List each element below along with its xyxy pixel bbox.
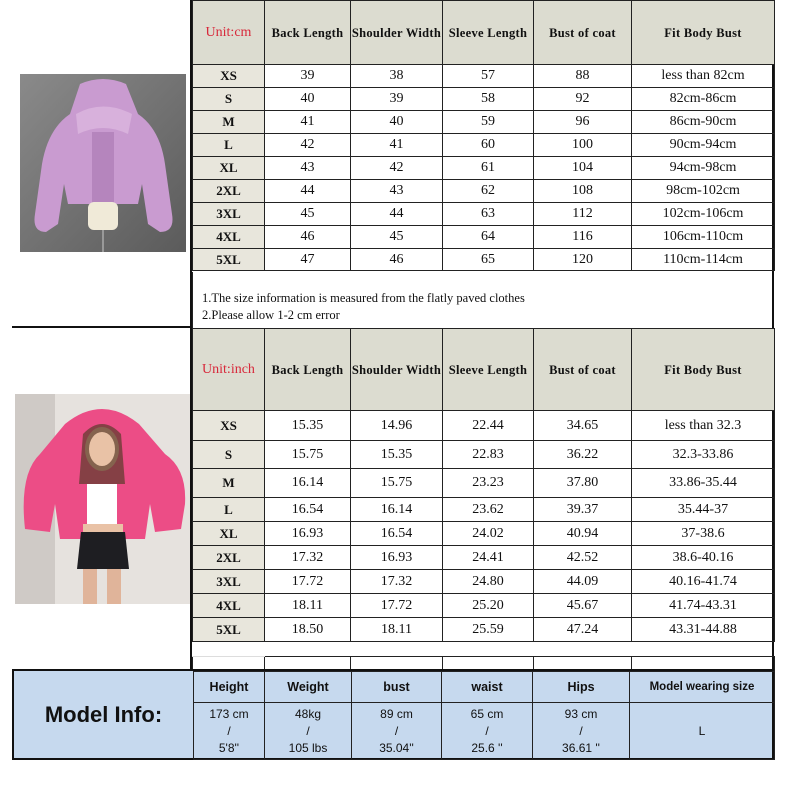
cell-back: 16.93 <box>265 522 351 546</box>
cell-shoulder: 38 <box>351 65 443 88</box>
cell-back: 40 <box>265 88 351 111</box>
cell-bust: 120 <box>534 249 632 271</box>
cell-fit: 33.86-35.44 <box>632 469 775 498</box>
cm-size-table <box>192 0 775 271</box>
model-header-height: Height <box>194 672 265 703</box>
cell-shoulder: 16.93 <box>351 546 443 570</box>
cell-shoulder: 14.96 <box>351 411 443 441</box>
table-row <box>193 134 775 157</box>
note-line-1: 1.The size information is measured from the flatly paved clothes <box>202 291 525 305</box>
cell-bust: 96 <box>534 111 632 134</box>
header-back-length: Back Length <box>265 1 351 65</box>
model-value-top: 48kg <box>294 706 322 721</box>
table-row <box>193 111 775 134</box>
cell-shoulder: 45 <box>351 226 443 249</box>
cell-size: 4XL <box>193 594 265 618</box>
header-bust-of-coat: Bust of coat <box>534 329 632 411</box>
cell-size: L <box>193 134 265 157</box>
cell-bust: 45.67 <box>534 594 632 618</box>
table-row <box>193 180 775 203</box>
cell-fit: 86cm-90cm <box>632 111 775 134</box>
cell-bust: 88 <box>534 65 632 88</box>
cell-size: 3XL <box>193 203 265 226</box>
model-value-bottom: 36.61 '' <box>562 740 600 755</box>
cell-back: 46 <box>265 226 351 249</box>
cell-bust: 36.22 <box>534 441 632 469</box>
cell-sleeve: 23.23 <box>443 469 534 498</box>
cell-back: 41 <box>265 111 351 134</box>
model-value-bottom: 105 lbs <box>288 740 328 755</box>
cell-size: XS <box>193 65 265 88</box>
table-row <box>193 594 775 618</box>
cell-size: XS <box>193 411 265 441</box>
model-value-sep: / <box>306 723 310 738</box>
model-value-bottom: 5'8'' <box>218 740 240 755</box>
model-header-hips: Hips <box>533 672 630 703</box>
product-image-panel-top <box>12 0 192 328</box>
cell-fit: 41.74-43.31 <box>632 594 775 618</box>
model-header-bust: bust <box>352 672 442 703</box>
note-line-2: 2.Please allow 1-2 cm error <box>202 308 340 322</box>
cell-size: 3XL <box>193 570 265 594</box>
cell-shoulder: 43 <box>351 180 443 203</box>
cell-bust: 42.52 <box>534 546 632 570</box>
cell-size: XL <box>193 157 265 180</box>
cell-sleeve: 25.20 <box>443 594 534 618</box>
cell-size: 2XL <box>193 546 265 570</box>
cell-sleeve: 22.44 <box>443 411 534 441</box>
cell-fit: 37-38.6 <box>632 522 775 546</box>
cell-fit: 94cm-98cm <box>632 157 775 180</box>
cell-sleeve: 62 <box>443 180 534 203</box>
cell-back: 18.50 <box>265 618 351 642</box>
cell-back: 15.75 <box>265 441 351 469</box>
table-row <box>193 469 775 498</box>
cell-back: 44 <box>265 180 351 203</box>
table-row <box>193 498 775 522</box>
cell-size: S <box>193 88 265 111</box>
cell-fit: 82cm-86cm <box>632 88 775 111</box>
table-row <box>193 65 775 88</box>
cell-shoulder: 16.14 <box>351 498 443 522</box>
cell-sleeve: 24.80 <box>443 570 534 594</box>
cell-sleeve: 24.41 <box>443 546 534 570</box>
header-fit-body-bust: Fit Body Bust <box>632 329 775 411</box>
cell-bust: 37.80 <box>534 469 632 498</box>
table-row <box>193 226 775 249</box>
table-row <box>193 88 775 111</box>
cell-back: 16.14 <box>265 469 351 498</box>
cell-back: 15.35 <box>265 411 351 441</box>
model-info-section <box>12 669 774 760</box>
model-header-waist: waist <box>442 672 533 703</box>
cell-back: 18.11 <box>265 594 351 618</box>
cell-shoulder: 40 <box>351 111 443 134</box>
model-info-title: Model Info: <box>14 671 194 758</box>
cell-bust: 108 <box>534 180 632 203</box>
cell-shoulder: 17.72 <box>351 594 443 618</box>
cell-bust: 39.37 <box>534 498 632 522</box>
cell-bust: 34.65 <box>534 411 632 441</box>
unit-label-inch: Unit:inch <box>193 329 265 411</box>
cell-shoulder: 46 <box>351 249 443 271</box>
cell-fit: 35.44-37 <box>632 498 775 522</box>
cell-shoulder: 16.54 <box>351 522 443 546</box>
cell-shoulder: 44 <box>351 203 443 226</box>
unit-label-cm: Unit:cm <box>193 1 265 65</box>
cell-size: 5XL <box>193 249 265 271</box>
cell-bust: 116 <box>534 226 632 249</box>
cell-size: 5XL <box>193 618 265 642</box>
cell-sleeve: 58 <box>443 88 534 111</box>
cell-size: S <box>193 441 265 469</box>
table-row <box>193 411 775 441</box>
model-value-sep: / <box>485 723 489 738</box>
model-value-sep: / <box>579 723 583 738</box>
cell-sleeve: 22.83 <box>443 441 534 469</box>
cell-size: L <box>193 498 265 522</box>
cell-bust: 47.24 <box>534 618 632 642</box>
cell-fit: 106cm-110cm <box>632 226 775 249</box>
model-value-top: 173 cm <box>209 706 249 721</box>
cell-bust: 112 <box>534 203 632 226</box>
cell-bust: 104 <box>534 157 632 180</box>
cell-sleeve: 64 <box>443 226 534 249</box>
cell-back: 17.72 <box>265 570 351 594</box>
model-value-cell <box>352 703 442 760</box>
cell-bust: 100 <box>534 134 632 157</box>
size-notes <box>192 272 774 328</box>
cell-shoulder: 42 <box>351 157 443 180</box>
purple-fur-jacket-photo <box>20 74 186 252</box>
table-row <box>193 522 775 546</box>
cell-sleeve: 61 <box>443 157 534 180</box>
cell-size: M <box>193 111 265 134</box>
inch-size-table <box>192 328 775 673</box>
cell-shoulder: 17.32 <box>351 570 443 594</box>
table-row <box>193 570 775 594</box>
cell-shoulder: 41 <box>351 134 443 157</box>
cell-back: 42 <box>265 134 351 157</box>
cell-fit: 32.3-33.86 <box>632 441 775 469</box>
header-sleeve-length: Sleeve Length <box>443 1 534 65</box>
cell-size: 2XL <box>193 180 265 203</box>
table-row <box>193 546 775 570</box>
table-row <box>193 618 775 642</box>
model-value-cell <box>630 703 775 760</box>
product-image-panel-bottom <box>12 328 192 670</box>
cell-sleeve: 60 <box>443 134 534 157</box>
cell-bust: 40.94 <box>534 522 632 546</box>
model-header-wearing-size: Model wearing size <box>630 672 775 703</box>
model-value-cell <box>265 703 352 760</box>
cell-sleeve: 23.62 <box>443 498 534 522</box>
model-value-top: 65 cm <box>470 706 504 721</box>
table-row <box>193 441 775 469</box>
cell-sleeve: 24.02 <box>443 522 534 546</box>
header-bust-of-coat: Bust of coat <box>534 1 632 65</box>
header-sleeve-length: Sleeve Length <box>443 329 534 411</box>
cell-sleeve: 65 <box>443 249 534 271</box>
model-value-sep: / <box>227 723 231 738</box>
table-row <box>193 157 775 180</box>
table-row <box>193 249 775 271</box>
cell-fit: 43.31-44.88 <box>632 618 775 642</box>
cell-sleeve: 59 <box>443 111 534 134</box>
model-value-bottom: 25.6 '' <box>471 740 503 755</box>
model-value-sep: / <box>394 723 399 738</box>
model-value-bottom: 35.04'' <box>379 740 414 755</box>
model-value-cell <box>194 703 265 760</box>
cell-back: 17.32 <box>265 546 351 570</box>
header-fit-body-bust: Fit Body Bust <box>632 1 775 65</box>
model-info-table <box>193 671 775 760</box>
model-header-weight: Weight <box>265 672 352 703</box>
table-row <box>193 203 775 226</box>
cell-fit: 90cm-94cm <box>632 134 775 157</box>
model-value-top: 93 cm <box>564 706 598 721</box>
cell-sleeve: 63 <box>443 203 534 226</box>
cell-fit: less than 32.3 <box>632 411 775 441</box>
cell-bust: 92 <box>534 88 632 111</box>
pink-fur-jacket-model-photo <box>15 394 190 604</box>
cell-shoulder: 18.11 <box>351 618 443 642</box>
cell-fit: 102cm-106cm <box>632 203 775 226</box>
cell-fit: 40.16-41.74 <box>632 570 775 594</box>
cell-back: 47 <box>265 249 351 271</box>
cell-shoulder: 15.35 <box>351 441 443 469</box>
cell-fit: 110cm-114cm <box>632 249 775 271</box>
model-value-cell <box>533 703 630 760</box>
cell-back: 43 <box>265 157 351 180</box>
cell-size: 4XL <box>193 226 265 249</box>
cell-fit: 98cm-102cm <box>632 180 775 203</box>
cell-back: 39 <box>265 65 351 88</box>
cell-back: 45 <box>265 203 351 226</box>
cell-shoulder: 39 <box>351 88 443 111</box>
cell-back: 16.54 <box>265 498 351 522</box>
cell-size: M <box>193 469 265 498</box>
cell-bust: 44.09 <box>534 570 632 594</box>
cell-fit: 38.6-40.16 <box>632 546 775 570</box>
model-value-sep: L <box>698 723 706 738</box>
model-value-cell <box>442 703 533 760</box>
header-shoulder-width: Shoulder Width <box>351 329 443 411</box>
model-value-top: 89 cm <box>380 706 413 721</box>
cell-size: XL <box>193 522 265 546</box>
cell-shoulder: 15.75 <box>351 469 443 498</box>
cell-sleeve: 57 <box>443 65 534 88</box>
header-shoulder-width: Shoulder Width <box>351 1 443 65</box>
cell-sleeve: 25.59 <box>443 618 534 642</box>
cell-fit: less than 82cm <box>632 65 775 88</box>
header-back-length: Back Length <box>265 329 351 411</box>
